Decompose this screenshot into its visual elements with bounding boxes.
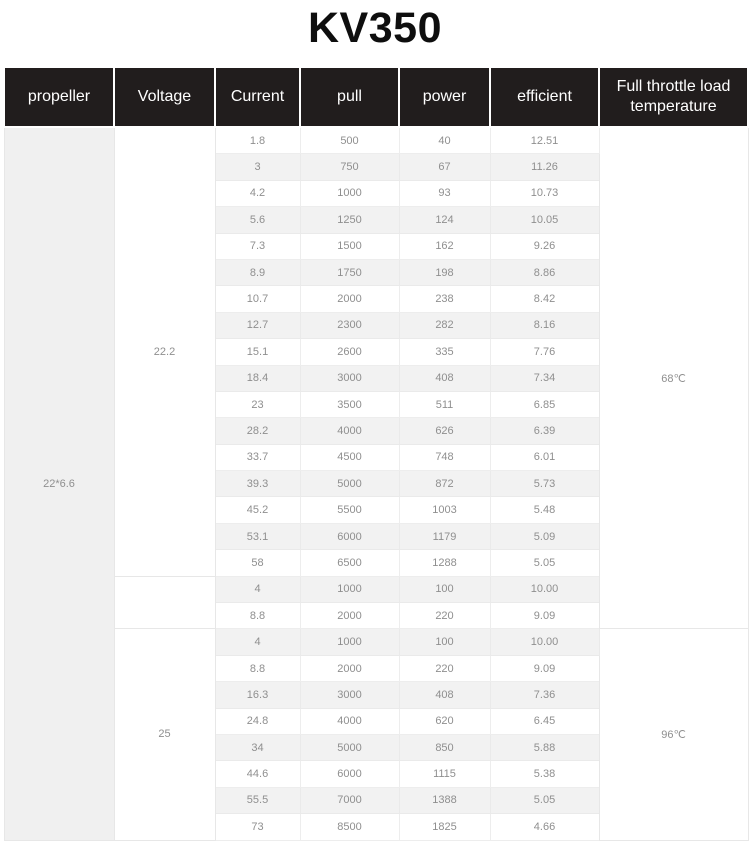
efficiency-cell: 5.73: [490, 471, 599, 497]
current-cell: 15.1: [215, 339, 300, 365]
current-cell: 33.7: [215, 444, 300, 470]
current-cell: 44.6: [215, 761, 300, 787]
pull-cell: 4500: [300, 444, 399, 470]
efficiency-cell: 10.00: [490, 576, 599, 602]
col-header-pull: pull: [300, 67, 399, 127]
pull-cell: 3000: [300, 682, 399, 708]
current-cell: 8.8: [215, 655, 300, 681]
pull-cell: 2000: [300, 286, 399, 312]
power-cell: 162: [399, 233, 490, 259]
efficiency-cell: 5.05: [490, 787, 599, 813]
efficiency-cell: 7.34: [490, 365, 599, 391]
current-cell: 4: [215, 576, 300, 602]
col-header-current: Current: [215, 67, 300, 127]
efficiency-cell: 8.16: [490, 312, 599, 338]
power-cell: 220: [399, 603, 490, 629]
efficiency-cell: 10.73: [490, 180, 599, 206]
power-cell: 67: [399, 154, 490, 180]
pull-cell: 1000: [300, 629, 399, 655]
efficiency-cell: 9.09: [490, 603, 599, 629]
power-cell: 40: [399, 127, 490, 154]
efficiency-cell: 6.01: [490, 444, 599, 470]
pull-cell: 6000: [300, 523, 399, 549]
efficiency-cell: 6.85: [490, 391, 599, 417]
power-cell: 408: [399, 682, 490, 708]
pull-cell: 1000: [300, 576, 399, 602]
page-title: KV350: [308, 4, 442, 52]
efficiency-cell: 7.36: [490, 682, 599, 708]
current-cell: 39.3: [215, 471, 300, 497]
pull-cell: 3500: [300, 391, 399, 417]
power-cell: 238: [399, 286, 490, 312]
pull-cell: 1250: [300, 207, 399, 233]
pull-cell: 1500: [300, 233, 399, 259]
power-cell: 282: [399, 312, 490, 338]
pull-cell: 500: [300, 127, 399, 154]
efficiency-cell: 8.42: [490, 286, 599, 312]
pull-cell: 2000: [300, 603, 399, 629]
pull-cell: 1000: [300, 180, 399, 206]
power-cell: 620: [399, 708, 490, 734]
efficiency-cell: 9.09: [490, 655, 599, 681]
power-cell: 198: [399, 259, 490, 285]
power-cell: 626: [399, 418, 490, 444]
temperature-cell: 96℃: [599, 629, 748, 840]
efficiency-cell: 5.38: [490, 761, 599, 787]
current-cell: 53.1: [215, 523, 300, 549]
efficiency-cell: 12.51: [490, 127, 599, 154]
power-cell: 408: [399, 365, 490, 391]
pull-cell: 5000: [300, 734, 399, 760]
efficiency-cell: 10.00: [490, 629, 599, 655]
pull-cell: 5500: [300, 497, 399, 523]
power-cell: 1825: [399, 814, 490, 840]
current-cell: 55.5: [215, 787, 300, 813]
pull-cell: 4000: [300, 418, 399, 444]
current-cell: 12.7: [215, 312, 300, 338]
current-cell: 8.8: [215, 603, 300, 629]
efficiency-cell: 6.39: [490, 418, 599, 444]
col-header-voltage: Voltage: [114, 67, 215, 127]
pull-cell: 5000: [300, 471, 399, 497]
pull-cell: 1750: [300, 259, 399, 285]
current-cell: 5.6: [215, 207, 300, 233]
power-cell: 1003: [399, 497, 490, 523]
power-cell: 220: [399, 655, 490, 681]
current-cell: 16.3: [215, 682, 300, 708]
col-header-temperature: Full throttle load temperature: [599, 67, 748, 127]
temperature-cell: 68℃: [599, 127, 748, 629]
power-cell: 335: [399, 339, 490, 365]
power-cell: 1115: [399, 761, 490, 787]
current-cell: 45.2: [215, 497, 300, 523]
power-cell: 100: [399, 629, 490, 655]
col-header-propeller: propeller: [4, 67, 114, 127]
power-cell: 124: [399, 207, 490, 233]
current-cell: 28.2: [215, 418, 300, 444]
spec-table-header: [4, 67, 748, 127]
current-cell: 4: [215, 629, 300, 655]
efficiency-cell: 11.26: [490, 154, 599, 180]
power-cell: 1179: [399, 523, 490, 549]
power-cell: 93: [399, 180, 490, 206]
current-cell: 34: [215, 734, 300, 760]
power-cell: 872: [399, 471, 490, 497]
current-cell: 7.3: [215, 233, 300, 259]
power-cell: 100: [399, 576, 490, 602]
power-cell: 850: [399, 734, 490, 760]
voltage-cell: 25: [114, 629, 215, 840]
current-cell: 10.7: [215, 286, 300, 312]
pull-cell: 3000: [300, 365, 399, 391]
current-cell: 18.4: [215, 365, 300, 391]
current-cell: 58: [215, 550, 300, 576]
pull-cell: 6000: [300, 761, 399, 787]
table-row: [4, 127, 748, 154]
current-cell: 3: [215, 154, 300, 180]
pull-cell: 6500: [300, 550, 399, 576]
efficiency-cell: 9.26: [490, 233, 599, 259]
efficiency-cell: 10.05: [490, 207, 599, 233]
pull-cell: 2300: [300, 312, 399, 338]
voltage-cell: [114, 576, 215, 629]
efficiency-cell: 7.76: [490, 339, 599, 365]
efficiency-cell: 4.66: [490, 814, 599, 840]
efficiency-cell: 5.48: [490, 497, 599, 523]
col-header-power: power: [399, 67, 490, 127]
pull-cell: 750: [300, 154, 399, 180]
pull-cell: 8500: [300, 814, 399, 840]
efficiency-cell: 5.05: [490, 550, 599, 576]
power-cell: 748: [399, 444, 490, 470]
table-row: [4, 629, 748, 655]
voltage-cell: 22.2: [114, 127, 215, 576]
power-cell: 1288: [399, 550, 490, 576]
current-cell: 24.8: [215, 708, 300, 734]
spec-table: [3, 66, 749, 841]
efficiency-cell: 5.09: [490, 523, 599, 549]
power-cell: 1388: [399, 787, 490, 813]
spec-table-body: [4, 127, 748, 840]
header-row: [4, 67, 748, 127]
pull-cell: 2600: [300, 339, 399, 365]
efficiency-cell: 8.86: [490, 259, 599, 285]
current-cell: 1.8: [215, 127, 300, 154]
current-cell: 23: [215, 391, 300, 417]
propeller-cell: 22*6.6: [4, 127, 114, 840]
pull-cell: 2000: [300, 655, 399, 681]
pull-cell: 7000: [300, 787, 399, 813]
power-cell: 511: [399, 391, 490, 417]
efficiency-cell: 6.45: [490, 708, 599, 734]
current-cell: 73: [215, 814, 300, 840]
efficiency-cell: 5.88: [490, 734, 599, 760]
col-header-efficient: efficient: [490, 67, 599, 127]
current-cell: 4.2: [215, 180, 300, 206]
pull-cell: 4000: [300, 708, 399, 734]
current-cell: 8.9: [215, 259, 300, 285]
